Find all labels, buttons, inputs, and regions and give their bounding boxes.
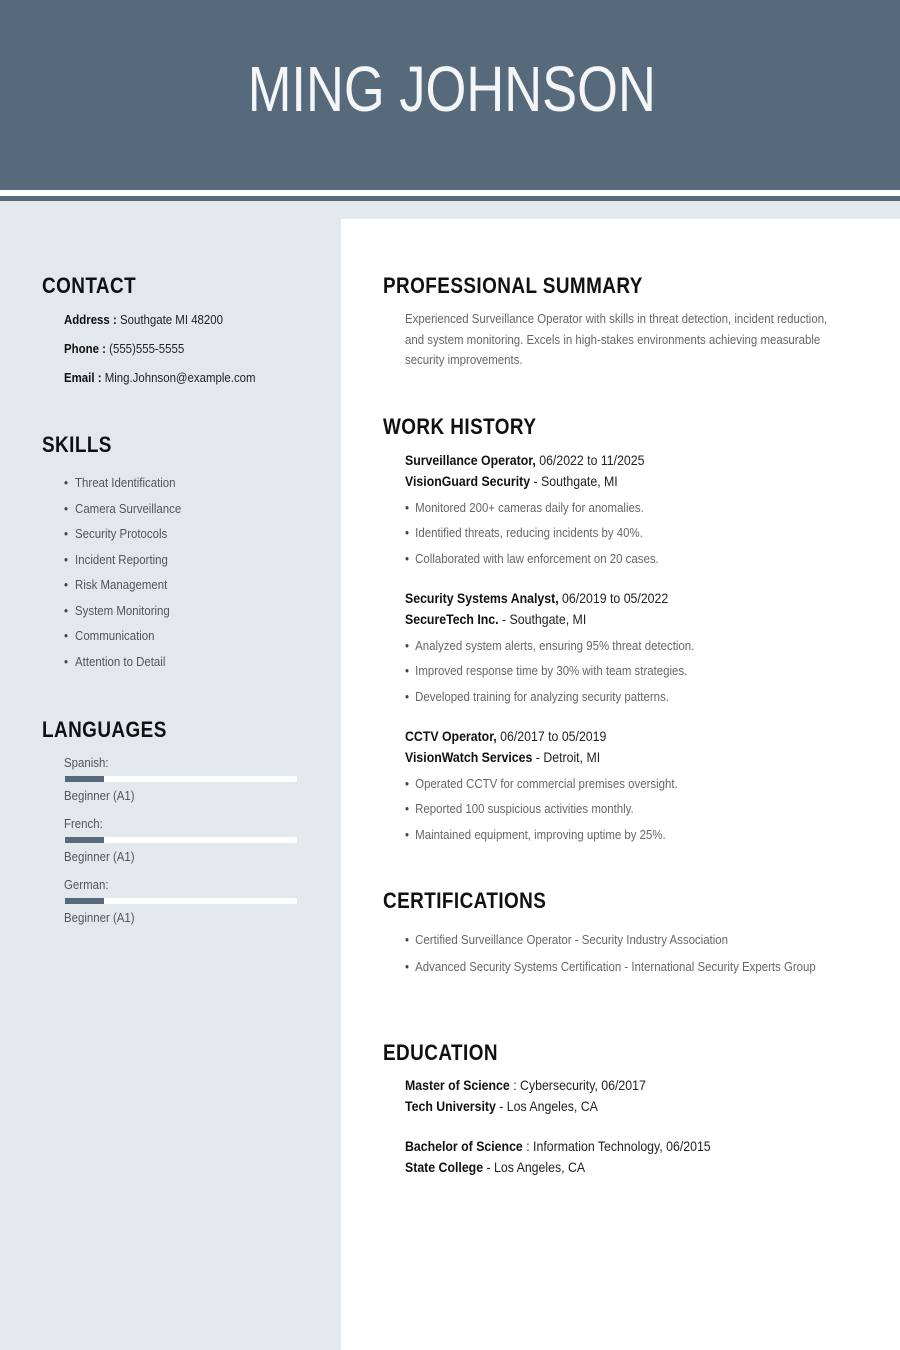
certification-item: • Advanced Security Systems Certification - International Security Experts Group (405, 959, 816, 974)
certifications-section (383, 888, 853, 974)
job-title-line (405, 728, 606, 744)
skill-item: • Camera Surveillance (64, 501, 182, 516)
job-company: VisionWatch Services (405, 749, 533, 765)
job-dates: 06/2022 to 11/2025 (539, 452, 645, 468)
education-section (383, 1040, 853, 1175)
education-title: EDUCATION (383, 1040, 498, 1065)
education-location: - Los Angeles, CA (499, 1098, 598, 1114)
job-location: - Detroit, MI (535, 749, 601, 765)
education-field: : Cybersecurity, 06/2017 (513, 1077, 646, 1093)
contact-email (64, 370, 256, 385)
education-degree-line (405, 1138, 711, 1154)
job-bullet: • Reported 100 suspicious activities monthly. (405, 801, 634, 816)
job-location: - Southgate, MI (502, 611, 587, 627)
job-company-line (405, 611, 586, 627)
language-name: German: (64, 877, 109, 892)
certifications-title: CERTIFICATIONS (383, 888, 547, 913)
address-value: Southgate MI 48200 (119, 312, 224, 327)
language-proficiency-fill (65, 898, 104, 904)
email-label: Email : (64, 370, 102, 385)
contact-title: CONTACT (42, 273, 137, 298)
education-degree: Bachelor of Science (405, 1138, 523, 1154)
address-label: Address : (64, 312, 117, 327)
job-location: - Southgate, MI (533, 473, 618, 489)
skills-section (42, 432, 332, 669)
language-level: Beginner (A1) (64, 849, 135, 864)
job-dates: 06/2017 to 05/2019 (500, 728, 607, 744)
certification-item: • Certified Surveillance Operator - Security Industry Association (405, 932, 729, 947)
education-school-line (405, 1098, 598, 1114)
job-company: VisionGuard Security (405, 473, 531, 489)
job-dates: 06/2019 to 05/2022 (562, 590, 669, 606)
job-bullet: • Developed training for analyzing security patterns. (405, 689, 669, 704)
language-proficiency-bar (65, 898, 297, 904)
language-proficiency-bar (65, 776, 297, 782)
languages-title: LANGUAGES (42, 717, 167, 742)
education-school: State College (405, 1159, 484, 1175)
job-bullet: • Monitored 200+ cameras daily for anomalies. (405, 500, 644, 515)
language-proficiency-fill (65, 837, 104, 843)
contact-phone (64, 341, 184, 356)
phone-value: (555)555-5555 (109, 341, 185, 356)
education-degree-line (405, 1077, 646, 1093)
job-company: SecureTech Inc. (405, 611, 499, 627)
language-level: Beginner (A1) (64, 788, 135, 803)
contact-address (64, 312, 223, 327)
job-bullet: • Operated CCTV for commercial premises oversight. (405, 776, 678, 791)
education-field: : Information Technology, 06/2015 (526, 1138, 711, 1154)
job-role: CCTV Operator, (405, 728, 497, 744)
phone-label: Phone : (64, 341, 106, 356)
job-company-line (405, 749, 600, 765)
work-history-section (383, 414, 853, 842)
job-title-line (405, 452, 644, 468)
summary-title: PROFESSIONAL SUMMARY (383, 273, 643, 298)
job-bullet: • Collaborated with law enforcement on 20 cases. (405, 551, 659, 566)
job-bullet: • Improved response time by 30% with team strategies. (405, 663, 688, 678)
job-company-line (405, 473, 618, 489)
education-location: - Los Angeles, CA (486, 1159, 586, 1175)
education-school: Tech University (405, 1098, 496, 1114)
skill-item: • Attention to Detail (64, 654, 166, 669)
job-title-line (405, 590, 668, 606)
skill-item: • Security Protocols (64, 526, 168, 541)
job-bullet: • Maintained equipment, improving uptime by 25%. (405, 827, 666, 842)
skills-title: SKILLS (42, 432, 112, 457)
skill-item: • Threat Identification (64, 475, 176, 490)
contact-section (42, 273, 332, 385)
summary-section (383, 273, 853, 367)
sidebar-top-strip (341, 201, 900, 219)
language-name: French: (64, 816, 103, 831)
language-proficiency-fill (65, 776, 104, 782)
language-proficiency-bar (65, 837, 297, 843)
language-level: Beginner (A1) (64, 910, 135, 925)
languages-section (42, 717, 332, 925)
header-banner (0, 0, 900, 190)
candidate-name: MING JOHNSON (247, 53, 656, 125)
job-role: Security Systems Analyst, (405, 590, 559, 606)
summary-text: Experienced Surveillance Operator with skills in threat detection, incident reduction, and system monitoring. Excels in high-stakes environments achieving measurable security improvements. (405, 311, 828, 367)
job-bullet: • Identified threats, reducing incidents by 40%. (405, 525, 643, 540)
skill-item: • Risk Management (64, 577, 168, 592)
education-degree: Master of Science (405, 1077, 510, 1093)
language-name: Spanish: (64, 755, 109, 770)
skill-item: • System Monitoring (64, 603, 170, 618)
job-bullet: • Analyzed system alerts, ensuring 95% threat detection. (405, 638, 695, 653)
skill-item: • Communication (64, 628, 155, 643)
skill-item: • Incident Reporting (64, 552, 168, 567)
job-role: Surveillance Operator, (405, 452, 536, 468)
email-value: Ming.Johnson@example.com (104, 370, 256, 385)
education-school-line (405, 1159, 585, 1175)
work-history-title: WORK HISTORY (383, 414, 537, 439)
